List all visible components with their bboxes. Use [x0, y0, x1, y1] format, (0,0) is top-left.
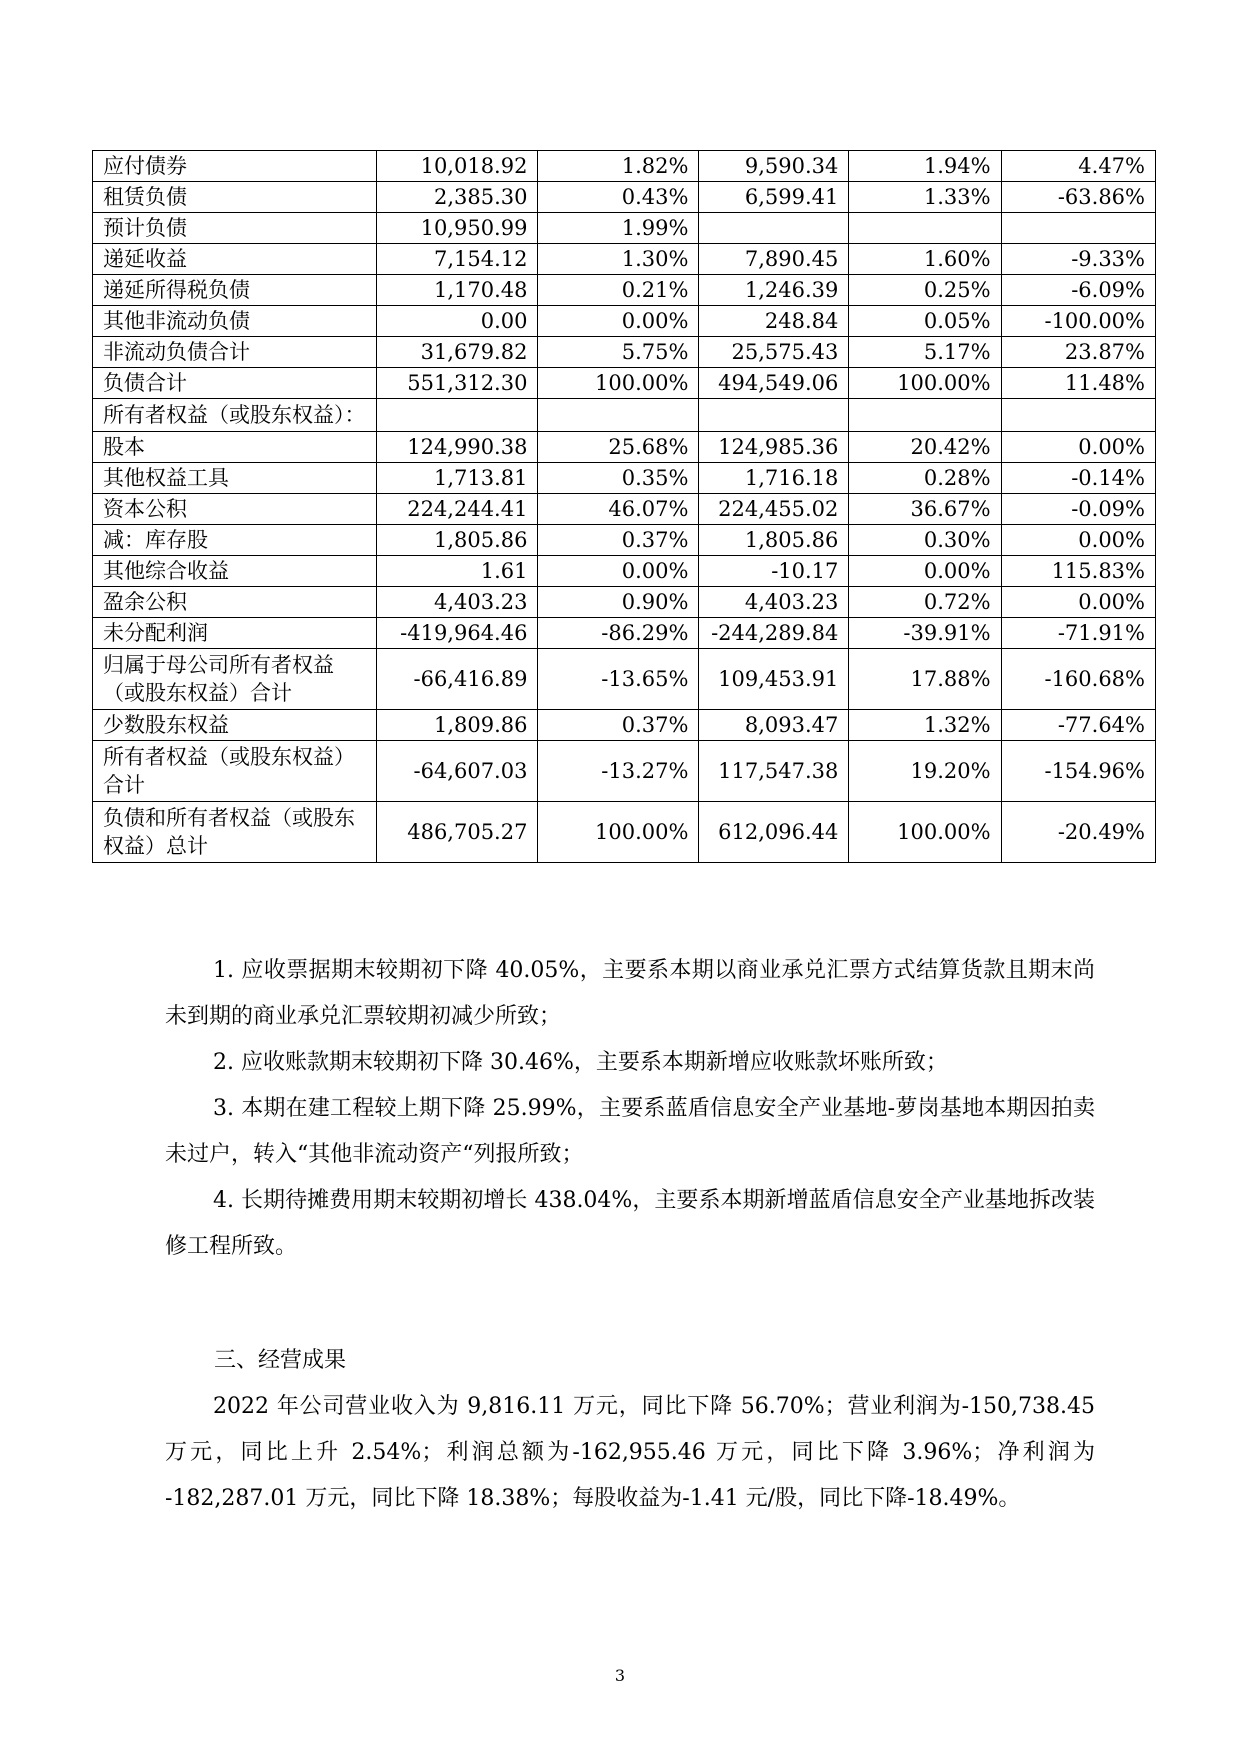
- cell-value: -63.86%: [1001, 182, 1155, 213]
- table-row: [93, 618, 1156, 649]
- cell-value: 0.00%: [538, 306, 699, 337]
- row-label: 股本: [93, 432, 377, 463]
- table-row: [93, 525, 1156, 556]
- cell-value: 0.28%: [849, 463, 1001, 494]
- row-label: 未分配利润: [93, 618, 377, 649]
- cell-value: 551,312.30: [377, 368, 538, 399]
- cell-value: 4,403.23: [699, 587, 849, 618]
- cell-value: 100.00%: [849, 368, 1001, 399]
- cell-value: 0.21%: [538, 275, 699, 306]
- row-label: 负债合计: [93, 368, 377, 399]
- cell-value: -6.09%: [1001, 275, 1155, 306]
- table-row: [93, 306, 1156, 337]
- row-label: 租赁负债: [93, 182, 377, 213]
- cell-value: 46.07%: [538, 494, 699, 525]
- table-row: [93, 556, 1156, 587]
- cell-value: 7,890.45: [699, 244, 849, 275]
- cell-value: 124,985.36: [699, 432, 849, 463]
- cell-value: -419,964.46: [377, 618, 538, 649]
- cell-value: -39.91%: [849, 618, 1001, 649]
- cell-value: -244,289.84: [699, 618, 849, 649]
- cell-value: 4.47%: [1001, 151, 1155, 182]
- row-label: 负债和所有者权益（或股东权益）总计: [93, 802, 377, 863]
- cell-value: 1.94%: [849, 151, 1001, 182]
- row-label: 所有者权益（或股东权益）合计: [93, 741, 377, 802]
- cell-value: -71.91%: [1001, 618, 1155, 649]
- table-row: [93, 337, 1156, 368]
- table-row: [93, 802, 1156, 863]
- cell-value: 1,805.86: [699, 525, 849, 556]
- row-label: 所有者权益（或股东权益）：: [93, 399, 377, 432]
- cell-value: 36.67%: [849, 494, 1001, 525]
- cell-value: -160.68%: [1001, 649, 1155, 710]
- cell-value: -0.14%: [1001, 463, 1155, 494]
- note-4: 4. 长期待摊费用期末较期初增长 438.04%，主要系本期新增蓝盾信息安全产业基地拆改装修工程所致。: [165, 1188, 1095, 1259]
- table-row: [93, 710, 1156, 741]
- table-row: [93, 244, 1156, 275]
- operating-results: [165, 1384, 1095, 1522]
- cell-value: 1,170.48: [377, 275, 538, 306]
- cell-value: -13.27%: [538, 741, 699, 802]
- cell-value: 109,453.91: [699, 649, 849, 710]
- cell-value: 1.61: [377, 556, 538, 587]
- cell-value: 0.00%: [538, 556, 699, 587]
- table-row: [93, 182, 1156, 213]
- row-label: 递延收益: [93, 244, 377, 275]
- cell-value: -154.96%: [1001, 741, 1155, 802]
- cell-value: 115.83%: [1001, 556, 1155, 587]
- table-row: [93, 649, 1156, 710]
- cell-value: 494,549.06: [699, 368, 849, 399]
- cell-value: 23.87%: [1001, 337, 1155, 368]
- table-row: [93, 741, 1156, 802]
- table-row: [93, 213, 1156, 244]
- cell-value: 7,154.12: [377, 244, 538, 275]
- cell-value: 4,403.23: [377, 587, 538, 618]
- cell-value: 1,809.86: [377, 710, 538, 741]
- cell-value: -77.64%: [1001, 710, 1155, 741]
- cell-value: 0.00: [377, 306, 538, 337]
- cell-value: 0.43%: [538, 182, 699, 213]
- note-2: 2. 应收账款期末较期初下降 30.46%，主要系本期新增应收账款坏账所致；: [213, 1050, 948, 1075]
- row-label: 资本公积: [93, 494, 377, 525]
- cell-value: 8,093.47: [699, 710, 849, 741]
- cell-value: 6,599.41: [699, 182, 849, 213]
- cell-value: 0.90%: [538, 587, 699, 618]
- table-row: [93, 587, 1156, 618]
- cell-value: [1001, 399, 1155, 432]
- cell-value: 1,246.39: [699, 275, 849, 306]
- cell-value: [849, 213, 1001, 244]
- note-1: 1. 应收票据期末较期初下降 40.05%，主要系本期以商业承兑汇票方式结算货款且期末尚未到期的商业承兑汇票较期初减少所致；: [165, 958, 1095, 1029]
- cell-value: 0.72%: [849, 587, 1001, 618]
- cell-value: [377, 399, 538, 432]
- cell-value: 0.37%: [538, 710, 699, 741]
- cell-value: 0.30%: [849, 525, 1001, 556]
- cell-value: 117,547.38: [699, 741, 849, 802]
- cell-value: 224,455.02: [699, 494, 849, 525]
- cell-value: 1.99%: [538, 213, 699, 244]
- table-row: [93, 463, 1156, 494]
- row-label: 应付债券: [93, 151, 377, 182]
- cell-value: 9,590.34: [699, 151, 849, 182]
- row-label: 非流动负债合计: [93, 337, 377, 368]
- cell-value: 1.60%: [849, 244, 1001, 275]
- row-label: 递延所得税负债: [93, 275, 377, 306]
- cell-value: 0.25%: [849, 275, 1001, 306]
- cell-value: -66,416.89: [377, 649, 538, 710]
- table-row: [93, 151, 1156, 182]
- cell-value: 1.82%: [538, 151, 699, 182]
- cell-value: -64,607.03: [377, 741, 538, 802]
- row-label: 预计负债: [93, 213, 377, 244]
- row-label: 归属于母公司所有者权益（或股东权益）合计: [93, 649, 377, 710]
- cell-value: 25.68%: [538, 432, 699, 463]
- cell-value: 10,018.92: [377, 151, 538, 182]
- cell-value: 248.84: [699, 306, 849, 337]
- row-label: 盈余公积: [93, 587, 377, 618]
- cell-value: [699, 399, 849, 432]
- cell-value: 100.00%: [538, 802, 699, 863]
- cell-value: -86.29%: [538, 618, 699, 649]
- cell-value: 0.00%: [1001, 525, 1155, 556]
- cell-value: -9.33%: [1001, 244, 1155, 275]
- operating-results-body: 2022 年公司营业收入为 9,816.11 万元，同比下降 56.70%；营业利润为-150,738.45 万元，同比上升 2.54%；利润总额为-162,955.46 万元，同比下降 3.96%；净利润为 -182,287.01 万元，同比下降 18.38%；每股收益为-1.41 元/股，同比下降-18.49%。: [165, 1394, 1095, 1511]
- cell-value: 100.00%: [538, 368, 699, 399]
- cell-value: 100.00%: [849, 802, 1001, 863]
- cell-value: 124,990.38: [377, 432, 538, 463]
- row-label: 少数股东权益: [93, 710, 377, 741]
- cell-value: 1.33%: [849, 182, 1001, 213]
- cell-value: 31,679.82: [377, 337, 538, 368]
- cell-value: 1,716.18: [699, 463, 849, 494]
- table-row: [93, 432, 1156, 463]
- cell-value: [849, 399, 1001, 432]
- row-label: 其他综合收益: [93, 556, 377, 587]
- cell-value: -100.00%: [1001, 306, 1155, 337]
- row-label: 减：库存股: [93, 525, 377, 556]
- cell-value: 5.75%: [538, 337, 699, 368]
- cell-value: [1001, 213, 1155, 244]
- cell-value: 1.32%: [849, 710, 1001, 741]
- cell-value: 1,805.86: [377, 525, 538, 556]
- section-heading: 三、经营成果: [214, 1348, 347, 1373]
- table-row: [93, 368, 1156, 399]
- cell-value: 2,385.30: [377, 182, 538, 213]
- cell-value: -20.49%: [1001, 802, 1155, 863]
- note-3: 3. 本期在建工程较上期下降 25.99%，主要系蓝盾信息安全产业基地-萝岗基地本期因拍卖未过户，转入“其他非流动资产“列报所致；: [165, 1096, 1095, 1167]
- cell-value: 10,950.99: [377, 213, 538, 244]
- cell-value: 1,713.81: [377, 463, 538, 494]
- cell-value: [699, 213, 849, 244]
- cell-value: 25,575.43: [699, 337, 849, 368]
- row-label: 其他权益工具: [93, 463, 377, 494]
- cell-value: -0.09%: [1001, 494, 1155, 525]
- notes-section: [165, 948, 1095, 1270]
- cell-value: 0.35%: [538, 463, 699, 494]
- cell-value: 20.42%: [849, 432, 1001, 463]
- cell-value: -13.65%: [538, 649, 699, 710]
- page-number: 3: [614, 1666, 626, 1685]
- table-row: [93, 494, 1156, 525]
- cell-value: 19.20%: [849, 741, 1001, 802]
- cell-value: 0.00%: [1001, 432, 1155, 463]
- table-row: [93, 275, 1156, 306]
- cell-value: 0.05%: [849, 306, 1001, 337]
- cell-value: 1.30%: [538, 244, 699, 275]
- cell-value: -10.17: [699, 556, 849, 587]
- cell-value: [538, 399, 699, 432]
- cell-value: 0.37%: [538, 525, 699, 556]
- table-row: [93, 399, 1156, 432]
- cell-value: 224,244.41: [377, 494, 538, 525]
- cell-value: 11.48%: [1001, 368, 1155, 399]
- cell-value: 0.00%: [1001, 587, 1155, 618]
- cell-value: 612,096.44: [699, 802, 849, 863]
- cell-value: 486,705.27: [377, 802, 538, 863]
- cell-value: 5.17%: [849, 337, 1001, 368]
- row-label: 其他非流动负债: [93, 306, 377, 337]
- cell-value: 17.88%: [849, 649, 1001, 710]
- cell-value: 0.00%: [849, 556, 1001, 587]
- balance-sheet-table: [92, 150, 1156, 863]
